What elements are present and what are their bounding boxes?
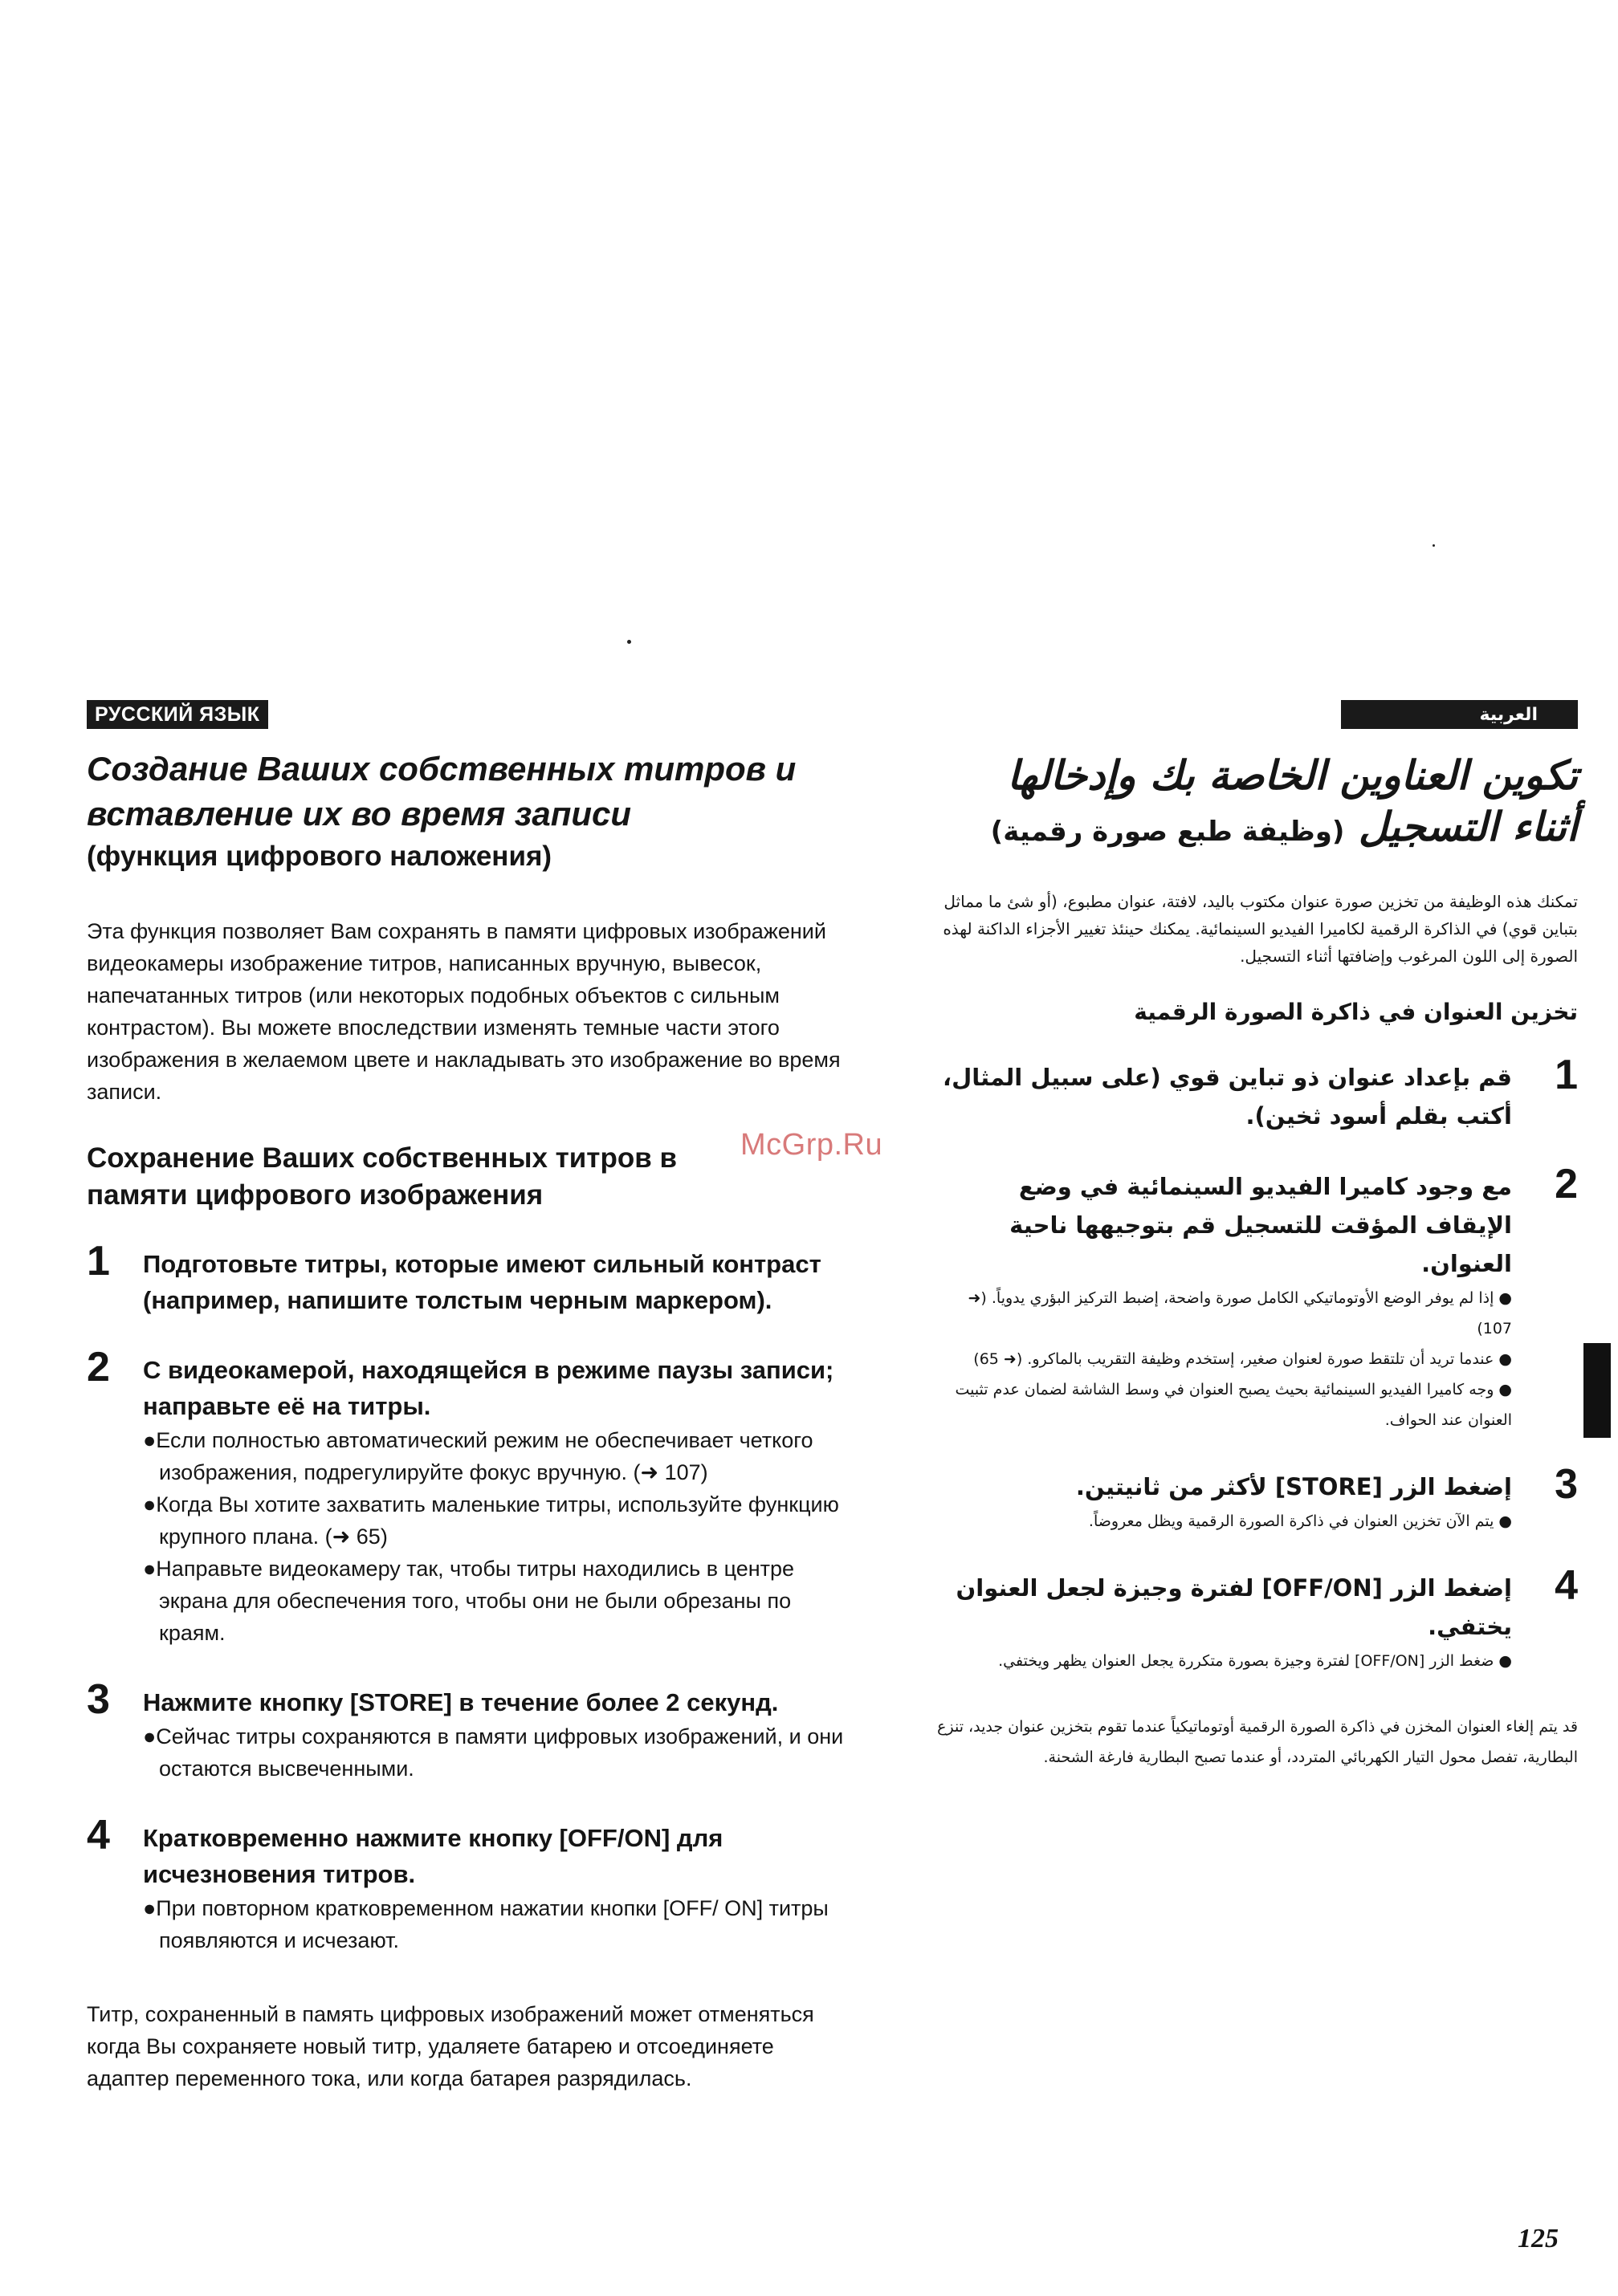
footer-note-arabic: قد يتم إلغاء العنوان المخزن في ذاكرة الصورة الرقمية أوتوماتيكياً عندما تقوم بتخزين عنوان جديد، تنزع البطارية، تفصل محول التيار الكهربائي المتردد، أو عندما تصبح البطارية فارغة الشحنة. — [937, 1718, 1578, 1766]
intro-paragraph-russian: Эта функция позволяет Вам сохранять в памяти цифровых изображений видеокамеры изображение титров, написанных вручную, вывесок, напечатанных титров (или некоторых подобных объектов с сильным контрастом). Вы можете впоследствии изменять темные части этого изображения в желаемом цвете и накладывать это изображение во время записи. — [87, 919, 841, 1104]
step-number: 2 — [1555, 1161, 1578, 1207]
language-tag-arabic: العربية — [1341, 700, 1578, 729]
step-3-arabic — [935, 1461, 1578, 1537]
step-note: ●Направьте видеокамеру так, чтобы титры находились в центре экрана для обеспечения того, чтобы они не были обрезаны по краям. — [143, 1557, 795, 1645]
step-note: ● يتم الآن تخزين العنوان في ذاكرة الصورة الرقمية ويظل معروضاً. — [1088, 1512, 1512, 1530]
step-number: 1 — [1555, 1052, 1578, 1098]
title-line-2-main: أثناء التسجيل — [1358, 804, 1578, 850]
page-title-russian — [87, 747, 850, 837]
step-number: 4 — [87, 1812, 110, 1858]
step-note: ● وجه كاميرا الفيديو السينمائية بحيث يصبح العنوان في وسط الشاشة لضمان عدم تثبيت العنوان عند الحواف. — [955, 1381, 1512, 1429]
step-note: ●Когда Вы хотите захватить маленькие титры, используйте функцию крупного плана. (➜ 65) — [143, 1492, 839, 1549]
title-line-2: вставление их во время записи — [87, 795, 632, 833]
step-number: 3 — [87, 1676, 110, 1723]
scan-speck — [627, 640, 631, 644]
intro-paragraph-arabic: تمكنك هذه الوظيفة من تخزين صورة عنوان مكتوب باليد، لافتة، عنوان مطبوع، (أو شئ ما مماثل بتباين قوي) في الذاكرة الرقمية لكاميرا الفيديو السينمائية. يمكنك حينئذ تغيير الأجزاء الداكنة لهذه الصورة إلى اللون المرغوب وإضافتها أثناء التسجيل. — [943, 892, 1578, 966]
step-number: 1 — [87, 1238, 110, 1284]
section-heading-russian — [87, 1140, 850, 1214]
step-note: ● ضغط الزر [OFF/ON] لفترة وجيزة بصورة متكررة يجعل العنوان يظهر ويختفي. — [998, 1652, 1512, 1670]
title-line-2-sub: (وظيفة طبع صورة رقمية) — [990, 816, 1345, 848]
step-instruction: Нажмите кнопку [STORE] в течение более 2 секунд. — [143, 1688, 779, 1716]
step-note: ● عندما تريد أن تلتقط صورة لعنوان صغير، إستخدم وظيفة التقريب بالماكرو. (➜ 65) — [973, 1350, 1512, 1368]
language-tag-russian: РУССКИЙ ЯЗЫК — [87, 700, 268, 729]
title-line-1: تكوين العناوين الخاصة بك وإدخالها — [1007, 752, 1578, 799]
section-line-2: памяти цифрового изображения — [87, 1179, 544, 1211]
title-line-2 — [935, 801, 1578, 857]
step-number: 4 — [1555, 1562, 1578, 1609]
section-heading-arabic: تخزين العنوان في ذاكرة الصورة الرقمية — [1134, 999, 1578, 1025]
title-line-1: Создание Ваших собственных титров и — [87, 750, 797, 788]
step-number: 2 — [87, 1344, 110, 1390]
subtitle-russian: (функция цифрового наложения) — [87, 841, 552, 872]
page-number: 125 — [1518, 2224, 1559, 2253]
footer-note-russian: Титр, сохраненный в память цифровых изображений может отменяться когда Вы сохраняете новый титр, удаляете батарею и отсоединяете адаптер переменного тока, или когда батарея разрядилась. — [87, 2002, 814, 2090]
watermark: McGrp.Ru — [740, 1128, 883, 1162]
step-2-russian — [87, 1344, 850, 1649]
scan-speck — [1433, 544, 1435, 547]
step-note: ●Сейчас титры сохраняются в памяти цифровых изображений, и они остаются высвеченными. — [143, 1724, 844, 1781]
step-instruction: إضغط الزر [OFF/ON] لفترة وجيزة لجعل العنوان يختفي. — [956, 1574, 1512, 1640]
step-instruction: Подготовьте титры, которые имеют сильный контраст (например, напишите толстым черным маркером). — [143, 1250, 821, 1314]
step-instruction: مع وجود كاميرا الفيديو السينمائية في وضع الإيقاف المؤقت للتسجيل قم بتوجيهها ناحية العنوان. — [1009, 1173, 1512, 1277]
section-edge-tab — [1583, 1343, 1611, 1438]
russian-column — [87, 700, 850, 2094]
step-1-russian — [87, 1238, 850, 1318]
page-title-arabic — [935, 750, 1578, 857]
step-instruction: قم بإعداد عنوان ذو تباين قوي (على سبيل المثال، أكتب بقلم أسود ثخين). — [943, 1064, 1512, 1130]
step-4-arabic — [935, 1562, 1578, 1676]
step-instruction: Кратковременно нажмите кнопку [OFF/ON] для исчезновения титров. — [143, 1824, 723, 1888]
step-3-russian — [87, 1676, 850, 1785]
step-instruction: С видеокамерой, находящейся в режиме паузы записи; направьте её на титры. — [143, 1356, 834, 1420]
step-number: 3 — [1555, 1461, 1578, 1508]
step-instruction: إضغط الزر [STORE] لأكثر من ثانيتين. — [1075, 1473, 1512, 1500]
step-note: ●При повторном кратковременном нажатии кнопки [OFF/ ON] титры появляются и исчезают. — [143, 1896, 829, 1952]
section-line-1: Сохранение Ваших собственных титров в — [87, 1142, 677, 1174]
arabic-column — [935, 700, 1578, 1773]
step-note: ● إذا لم يوفر الوضع الأوتوماتيكي الكامل صورة واضحة، إضبط التركيز البؤري يدوياً. (➜ 107) — [968, 1289, 1512, 1337]
step-1-arabic — [935, 1052, 1578, 1135]
step-note: ●Если полностью автоматический режим не обеспечивает четкого изображения, подрегулируйте фокус вручную. (➜ 107) — [143, 1428, 813, 1484]
step-4-russian — [87, 1812, 850, 1956]
step-2-arabic — [935, 1161, 1578, 1435]
